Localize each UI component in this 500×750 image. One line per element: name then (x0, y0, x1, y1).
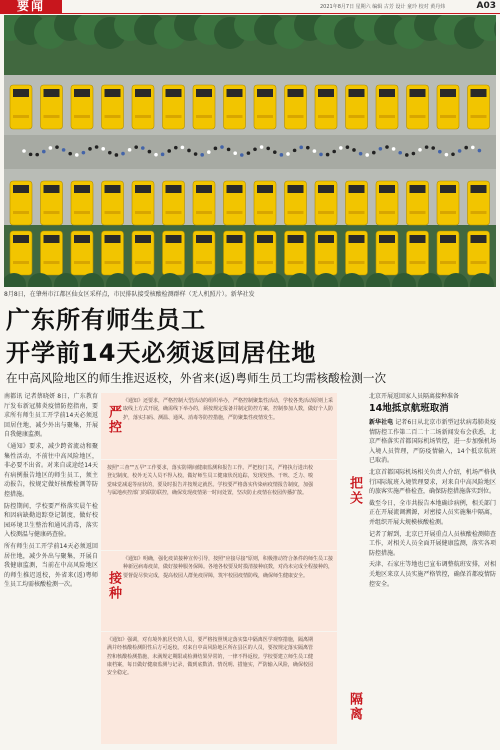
bus-windshield (349, 89, 365, 97)
bus-windshield (44, 89, 60, 97)
photo-caption: 8月8日，在肇州市江都区仙女区采样点，市民排队接受核酸检测群样（无人机照片）。新华社发 (4, 291, 255, 298)
queue-person (286, 152, 290, 156)
headline-line-2: 开学前14天必须返回居住地 (6, 339, 317, 367)
sidebar-paragraph: 北京首都国际机场相关负责人介绍，机场严格执行国际航班入境管理要求，对来自中高风险地区的旅客实施严格检查，确保防控措施落实到位。 (369, 468, 496, 496)
bus-stripe (379, 115, 395, 118)
bus-windshield (135, 89, 151, 97)
queue-person (75, 153, 79, 157)
queue-person (306, 146, 310, 150)
queue-person (379, 147, 383, 151)
queue-person (398, 151, 402, 155)
bus-stripe (166, 261, 182, 264)
bus-stripe (257, 261, 273, 264)
bus-stripe (227, 261, 243, 264)
bus-windshield (379, 185, 395, 193)
box-text: 《通知》强调，对有境外旅居史的人员，要严格按照规定落实集中隔离医学观察措施，隔离期满并经核酸检测阴性后方可返校。对来自中高风险地区所在县区的人员，要按规定落实隔离管控和核酸检测措施，未满规定期限或检测结果异常的，一律不得返校。学校要建立师生员工健康档案，每日做好健康监测与记录，做到底数清、情况明、措施实，严防输入风险，确保校园安全稳定。 (107, 637, 313, 677)
bus-windshield (471, 89, 487, 97)
bus-stripe (318, 211, 334, 214)
body-paragraph: 所有师生员工开学前14天必须返回居住地，减少外出与聚集，开展自我健康监测，当前在中高风险地区的师生推迟返校，外省来(返)粤师生员工均需核酸检测一次。 (4, 542, 98, 589)
queue-person (339, 146, 343, 150)
queue-person (405, 153, 409, 157)
bus-stripe (288, 261, 304, 264)
bus-windshield (13, 89, 29, 97)
issue-meta: 2021年8月7日 星期六 编辑 古芳 设计 童玲 校对 黄丹炜 (320, 4, 446, 10)
queue-person (55, 145, 59, 149)
bus-windshield (257, 185, 273, 193)
queue-person (385, 145, 389, 149)
box-strict-control (101, 393, 337, 459)
queue-person (121, 152, 125, 156)
bus-stripe (257, 211, 273, 214)
queue-person (253, 147, 257, 151)
queue-person (445, 153, 449, 157)
bus-stripe (135, 211, 151, 214)
queue-person (62, 148, 66, 152)
bus-windshield (135, 235, 151, 243)
queue-person (42, 150, 46, 154)
queue-person (451, 153, 455, 157)
box-title: 严控 (106, 405, 121, 435)
queue-person (438, 150, 442, 154)
queue-person (141, 146, 145, 150)
box-title: 把关 (347, 476, 362, 506)
bus-stripe (13, 115, 29, 118)
queue-person (82, 151, 86, 155)
bus-stripe (105, 115, 121, 118)
queue-person (233, 151, 237, 155)
queue-person (68, 152, 72, 156)
bus-stripe (318, 261, 334, 264)
bus-stripe (105, 211, 121, 214)
queue-person (332, 150, 336, 154)
bus-windshield (44, 185, 60, 193)
bus-windshield (471, 185, 487, 193)
bus-stripe (410, 211, 426, 214)
bus-stripe (44, 261, 60, 264)
sidebar-paragraph-text: 记者6日从北京市新型冠状病毒肺炎疫情防控工作第二百二十二场新闻发布会获悉，北京严格落实首都国际机场管控，进一步加强机场入境人员管理，严防疫情输入，14个抵京航班已取消。 (369, 419, 496, 465)
bus-windshield (410, 185, 426, 193)
queue-person (207, 150, 211, 154)
bus-windshield (196, 235, 212, 243)
queue-person (240, 153, 244, 157)
bus-stripe (44, 115, 60, 118)
bus-windshield (257, 235, 273, 243)
queue-person (372, 151, 376, 155)
queue-person (101, 147, 105, 151)
bus-stripe (227, 211, 243, 214)
queue-person (167, 149, 171, 153)
bus-windshield (227, 185, 243, 193)
bus-windshield (166, 185, 182, 193)
queue-person (128, 148, 132, 152)
queue-person (247, 151, 251, 155)
bus-windshield (105, 235, 121, 243)
bus-stripe (410, 115, 426, 118)
box-text: 《通知》还要求，严格控制大型活动的组织举办，严格控制聚集性活动，学校各类活动原则上采取线上方式开展，确需线下举办的，须按规定报备并制定防控方案，控制参加人数，做好个人防护，落实扫码、测温、通风、消毒等防控措施，严防聚集性疫情发生。 (123, 398, 333, 421)
queue-person (88, 147, 92, 151)
headline-line-1: 广东所有师生员工 (6, 306, 206, 334)
bus-stripe (440, 211, 456, 214)
queue-person (478, 149, 482, 153)
walkway (4, 135, 496, 169)
bus-stripe (471, 211, 487, 214)
bus-windshield (74, 89, 90, 97)
bus-stripe (379, 211, 395, 214)
body-paragraph: 南都讯 记者蔡晓妍 8日，广东教育厅发布新冠肺炎疫情防控指南，要求所有师生员工开学前14天必须返回居住地，减少外出与聚集，开展自我健康监测。 (4, 393, 98, 439)
queue-person (220, 145, 224, 149)
bus-windshield (166, 89, 182, 97)
bus-windshield (379, 235, 395, 243)
bus-stripe (410, 261, 426, 264)
bus-stripe (13, 261, 29, 264)
sidebar-title: 14地抵京航班取消 (369, 403, 449, 414)
queue-person (35, 153, 39, 157)
sidebar-article (369, 392, 496, 746)
bus-windshield (440, 235, 456, 243)
queue-person (365, 153, 369, 157)
sidebar-paragraph: 截至今日，全市共报告本地确诊病例，相关部门正在开展流调溯源，对密接人员实施集中隔离，并组织开展大规模核酸检测。 (369, 499, 496, 526)
bus-windshield (471, 235, 487, 243)
bus-windshield (13, 185, 29, 193)
bus-windshield (196, 185, 212, 193)
queue-person (134, 145, 138, 149)
queue-person (392, 147, 396, 151)
queue-person (431, 146, 435, 150)
bus-windshield (105, 185, 121, 193)
bus-stripe (318, 115, 334, 118)
queue-person (181, 146, 185, 150)
queue-person (418, 148, 422, 152)
bus-stripe (288, 211, 304, 214)
bus-windshield (349, 185, 365, 193)
queue-person (148, 150, 152, 154)
aerial-photo (4, 15, 496, 287)
bus-windshield (349, 235, 365, 243)
masthead-rule (0, 13, 500, 14)
bus-windshield (257, 89, 273, 97)
box-text: 按照"三查""五早"工作要求，落实防期间健康监测和报告工作。严把校门关，严格执行进出校登记制度，校外无关人员不得入校。做好师生员工健康状况追踪，发现发热、干咳、乏力、嗅觉味觉减退等症状的，要及时报告并按规定就医。学校要严格落实传染病疫情报告制度，加强与属地疾控部门的联防联控，确保发现疫情第一时间处置，坚决防止疫情在校园传播扩散。 (107, 465, 313, 496)
bus-windshield (227, 235, 243, 243)
bus-stripe (196, 211, 212, 214)
bus-windshield (410, 89, 426, 97)
queue-person (319, 153, 323, 157)
bus-stripe (440, 115, 456, 118)
bus-windshield (74, 185, 90, 193)
bus-windshield (44, 235, 60, 243)
queue-person (293, 149, 297, 153)
queue-person (352, 148, 356, 152)
bus-stripe (135, 115, 151, 118)
queue-person (227, 148, 231, 152)
article-body (4, 392, 98, 746)
sidebar-paragraph: 记者了解到，北京已开展重点人员核酸检测筛查工作，对相关人员全面开展健康监测，落实各项防控措施。 (369, 530, 496, 557)
body-paragraph: 《通知》要求，减少跨省流动和聚集性活动，不前往中高风险地区，非必要不出省。对来自或途经14天有病例报告地区的师生员工，须主动报告，按规定做好核酸检测等防控措施。 (4, 442, 98, 498)
queue-person (22, 149, 26, 153)
queue-person (359, 152, 363, 156)
box-title: 隔离 (347, 692, 362, 722)
box-text: 《通知》明确，强化疫苗接种宣传引导，按照"应接尽接"原则，积极推动符合条件的师生员工接种新冠病毒疫苗，做好接种服务保障。各地各校要及时摸清接种底数，对尚未完成全程接种的，要督促尽快完成，提高校园人群免疫屏障，筑牢校园疫情防线，确保师生健康安全。 (123, 556, 333, 579)
bus-stripe (196, 261, 212, 264)
sidebar-paragraph (369, 418, 496, 466)
box-quarantine (101, 632, 362, 744)
sidebar-kicker: 北京开展返回家人员隔离接种准备 (369, 393, 460, 400)
queue-person (464, 146, 468, 150)
bus-stripe (166, 211, 182, 214)
bus-windshield (379, 89, 395, 97)
bus-windshield (166, 235, 182, 243)
queue-person (458, 149, 462, 153)
bus-windshield (288, 89, 304, 97)
masthead (0, 0, 500, 13)
bus-stripe (135, 261, 151, 264)
queue-person (200, 153, 204, 157)
bus-windshield (135, 185, 151, 193)
queue-person (425, 145, 429, 149)
queue-person (161, 153, 165, 157)
queue-person (346, 145, 350, 149)
bus-stripe (166, 115, 182, 118)
queue-person (260, 145, 264, 149)
bus-windshield (318, 185, 334, 193)
queue-person (299, 146, 303, 150)
bus-stripe (288, 115, 304, 118)
bus-stripe (349, 115, 365, 118)
queue-person (326, 153, 330, 157)
queue-person (471, 146, 475, 150)
page-number: A03 (476, 1, 496, 11)
bus-windshield (196, 89, 212, 97)
queue-person (108, 151, 112, 155)
aerial-photo-of-buses-and-queue-icon (4, 15, 496, 287)
queue-person (313, 149, 317, 153)
bus-windshield (318, 235, 334, 243)
bus-stripe (196, 115, 212, 118)
body-paragraph: 防控期间，学校要严格落实晨午检和因病缺勤追踪登记制度，做好校园环境卫生整治和通风消毒，落实入校测温与健康码查验。 (4, 502, 98, 539)
queue-person (95, 145, 99, 149)
bus-windshield (288, 235, 304, 243)
queue-person (187, 149, 191, 153)
bus-stripe (74, 261, 90, 264)
bus-stripe (257, 115, 273, 118)
queue-person (154, 153, 158, 157)
queue-person (29, 153, 33, 157)
bus-stripe (440, 261, 456, 264)
bus-stripe (13, 211, 29, 214)
bus-stripe (74, 211, 90, 214)
bus-windshield (74, 235, 90, 243)
box-title: 接种 (106, 571, 121, 601)
queue-person (280, 153, 284, 157)
box-gatekeeping (101, 460, 362, 550)
bus-windshield (288, 185, 304, 193)
bus-windshield (227, 89, 243, 97)
bus-windshield (440, 89, 456, 97)
subheadline: 在中高风险地区的师生推迟返校，外省来(返)粤师生员工均需核酸检测一次 (6, 371, 387, 385)
queue-person (266, 147, 270, 151)
bus-windshield (318, 89, 334, 97)
bus-stripe (349, 211, 365, 214)
queue-person (273, 150, 277, 154)
queue-person (194, 152, 198, 156)
bus-stripe (105, 261, 121, 264)
bus-stripe (471, 261, 487, 264)
sidebar-paragraph: 天津、石家庄等地也已宣布调整航班安排，对相关地区来京人员实施严格管控，确保首都疫情防控安全。 (369, 561, 496, 588)
sidebar-byline: 新华社电 (369, 419, 394, 426)
section-tag: 要闻 (0, 0, 62, 13)
bus-stripe (227, 115, 243, 118)
bus-windshield (440, 185, 456, 193)
bus-stripe (74, 115, 90, 118)
bus-stripe (349, 261, 365, 264)
queue-person (115, 153, 119, 157)
queue-person (214, 147, 218, 151)
bus-stripe (471, 115, 487, 118)
queue-person (412, 152, 416, 156)
bus-stripe (379, 261, 395, 264)
bus-windshield (105, 89, 121, 97)
bus-windshield (13, 235, 29, 243)
queue-person (49, 146, 53, 150)
box-vaccination (101, 551, 337, 631)
queue-person (174, 146, 178, 150)
bus-stripe (44, 211, 60, 214)
bus-windshield (410, 235, 426, 243)
